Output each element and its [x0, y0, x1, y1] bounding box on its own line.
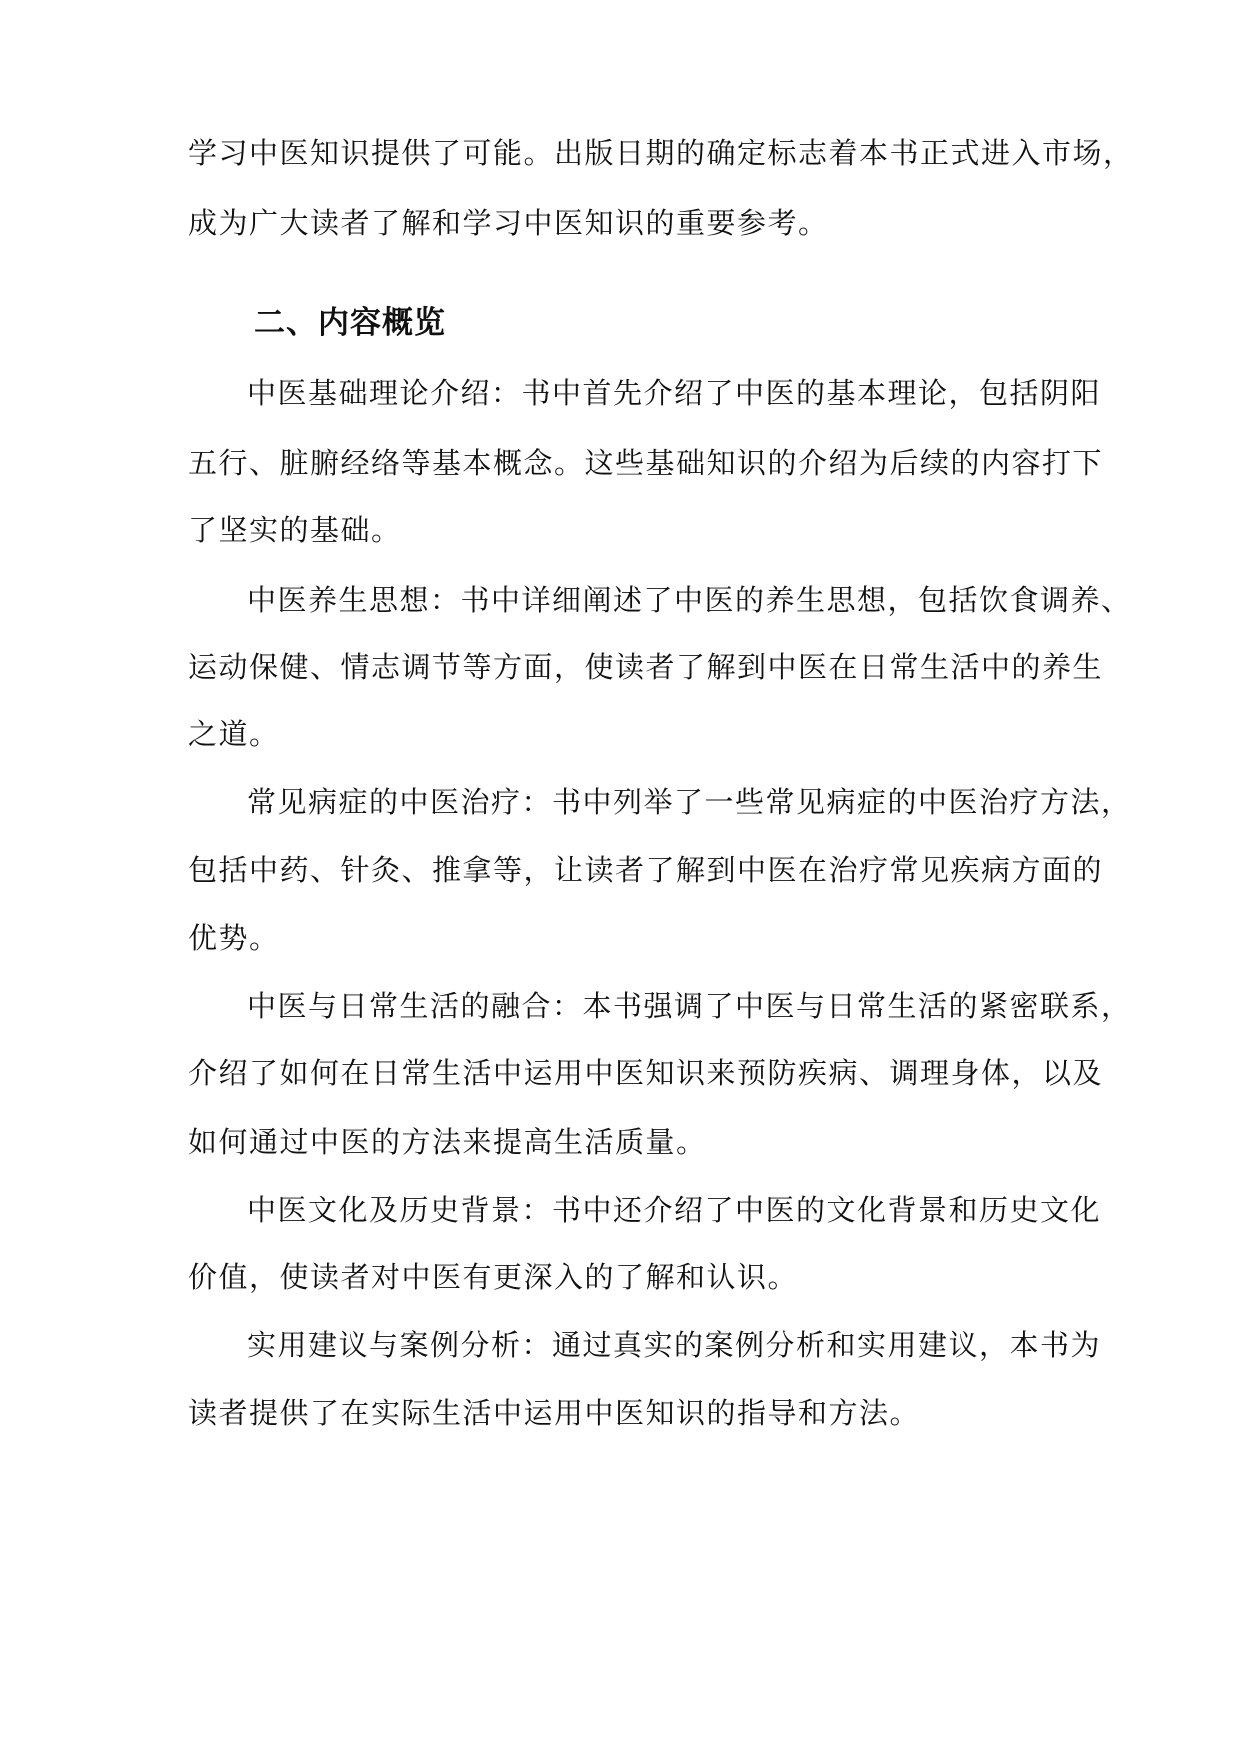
intro-line-1: 学习中医知识提供了可能。出版日期的确定标志着本书正式进入市场， — [188, 136, 1134, 170]
paragraph-2-line-3: 之道。 — [188, 717, 280, 751]
paragraph-5-line-2: 价值，使读者对中医有更深入的了解和认识。 — [188, 1260, 799, 1294]
paragraph-4-line-2: 介绍了如何在日常生活中运用中医知识来预防疾病、调理身体，以及 — [188, 1056, 1104, 1090]
paragraph-3-line-2: 包括中药、针灸、推拿等，让读者了解到中医在治疗常见疾病方面的 — [188, 853, 1104, 887]
paragraph-3-line-3: 优势。 — [188, 921, 280, 955]
intro-line-2: 成为广大读者了解和学习中医知识的重要参考。 — [188, 206, 829, 240]
paragraph-6-line-2: 读者提供了在实际生活中运用中医知识的指导和方法。 — [188, 1396, 921, 1430]
paragraph-1-line-1: 中医基础理论介绍：书中首先介绍了中医的基本理论，包括阴阳 — [247, 376, 1102, 410]
paragraph-4-line-1: 中医与日常生活的融合：本书强调了中医与日常生活的紧密联系， — [247, 989, 1132, 1023]
section-heading: 二、内容概览 — [254, 305, 446, 341]
paragraph-6-line-1: 实用建议与案例分析：通过真实的案例分析和实用建议，本书为 — [247, 1328, 1102, 1362]
paragraph-5-line-1: 中医文化及历史背景：书中还介绍了中医的文化背景和历史文化 — [247, 1193, 1102, 1227]
paragraph-2-line-2: 运动保健、情志调节等方面，使读者了解到中医在日常生活中的养生 — [188, 650, 1104, 684]
paragraph-3-line-1: 常见病症的中医治疗：书中列举了一些常见病症的中医治疗方法， — [247, 785, 1132, 819]
paragraph-2-line-1: 中医养生思想：书中详细阐述了中医的养生思想，包括饮食调养、 — [247, 583, 1132, 617]
paragraph-1-line-2: 五行、脏腑经络等基本概念。这些基础知识的介绍为后续的内容打下 — [188, 446, 1104, 480]
paragraph-4-line-3: 如何通过中医的方法来提高生活质量。 — [188, 1125, 707, 1159]
paragraph-1-line-3: 了坚实的基础。 — [188, 513, 402, 547]
